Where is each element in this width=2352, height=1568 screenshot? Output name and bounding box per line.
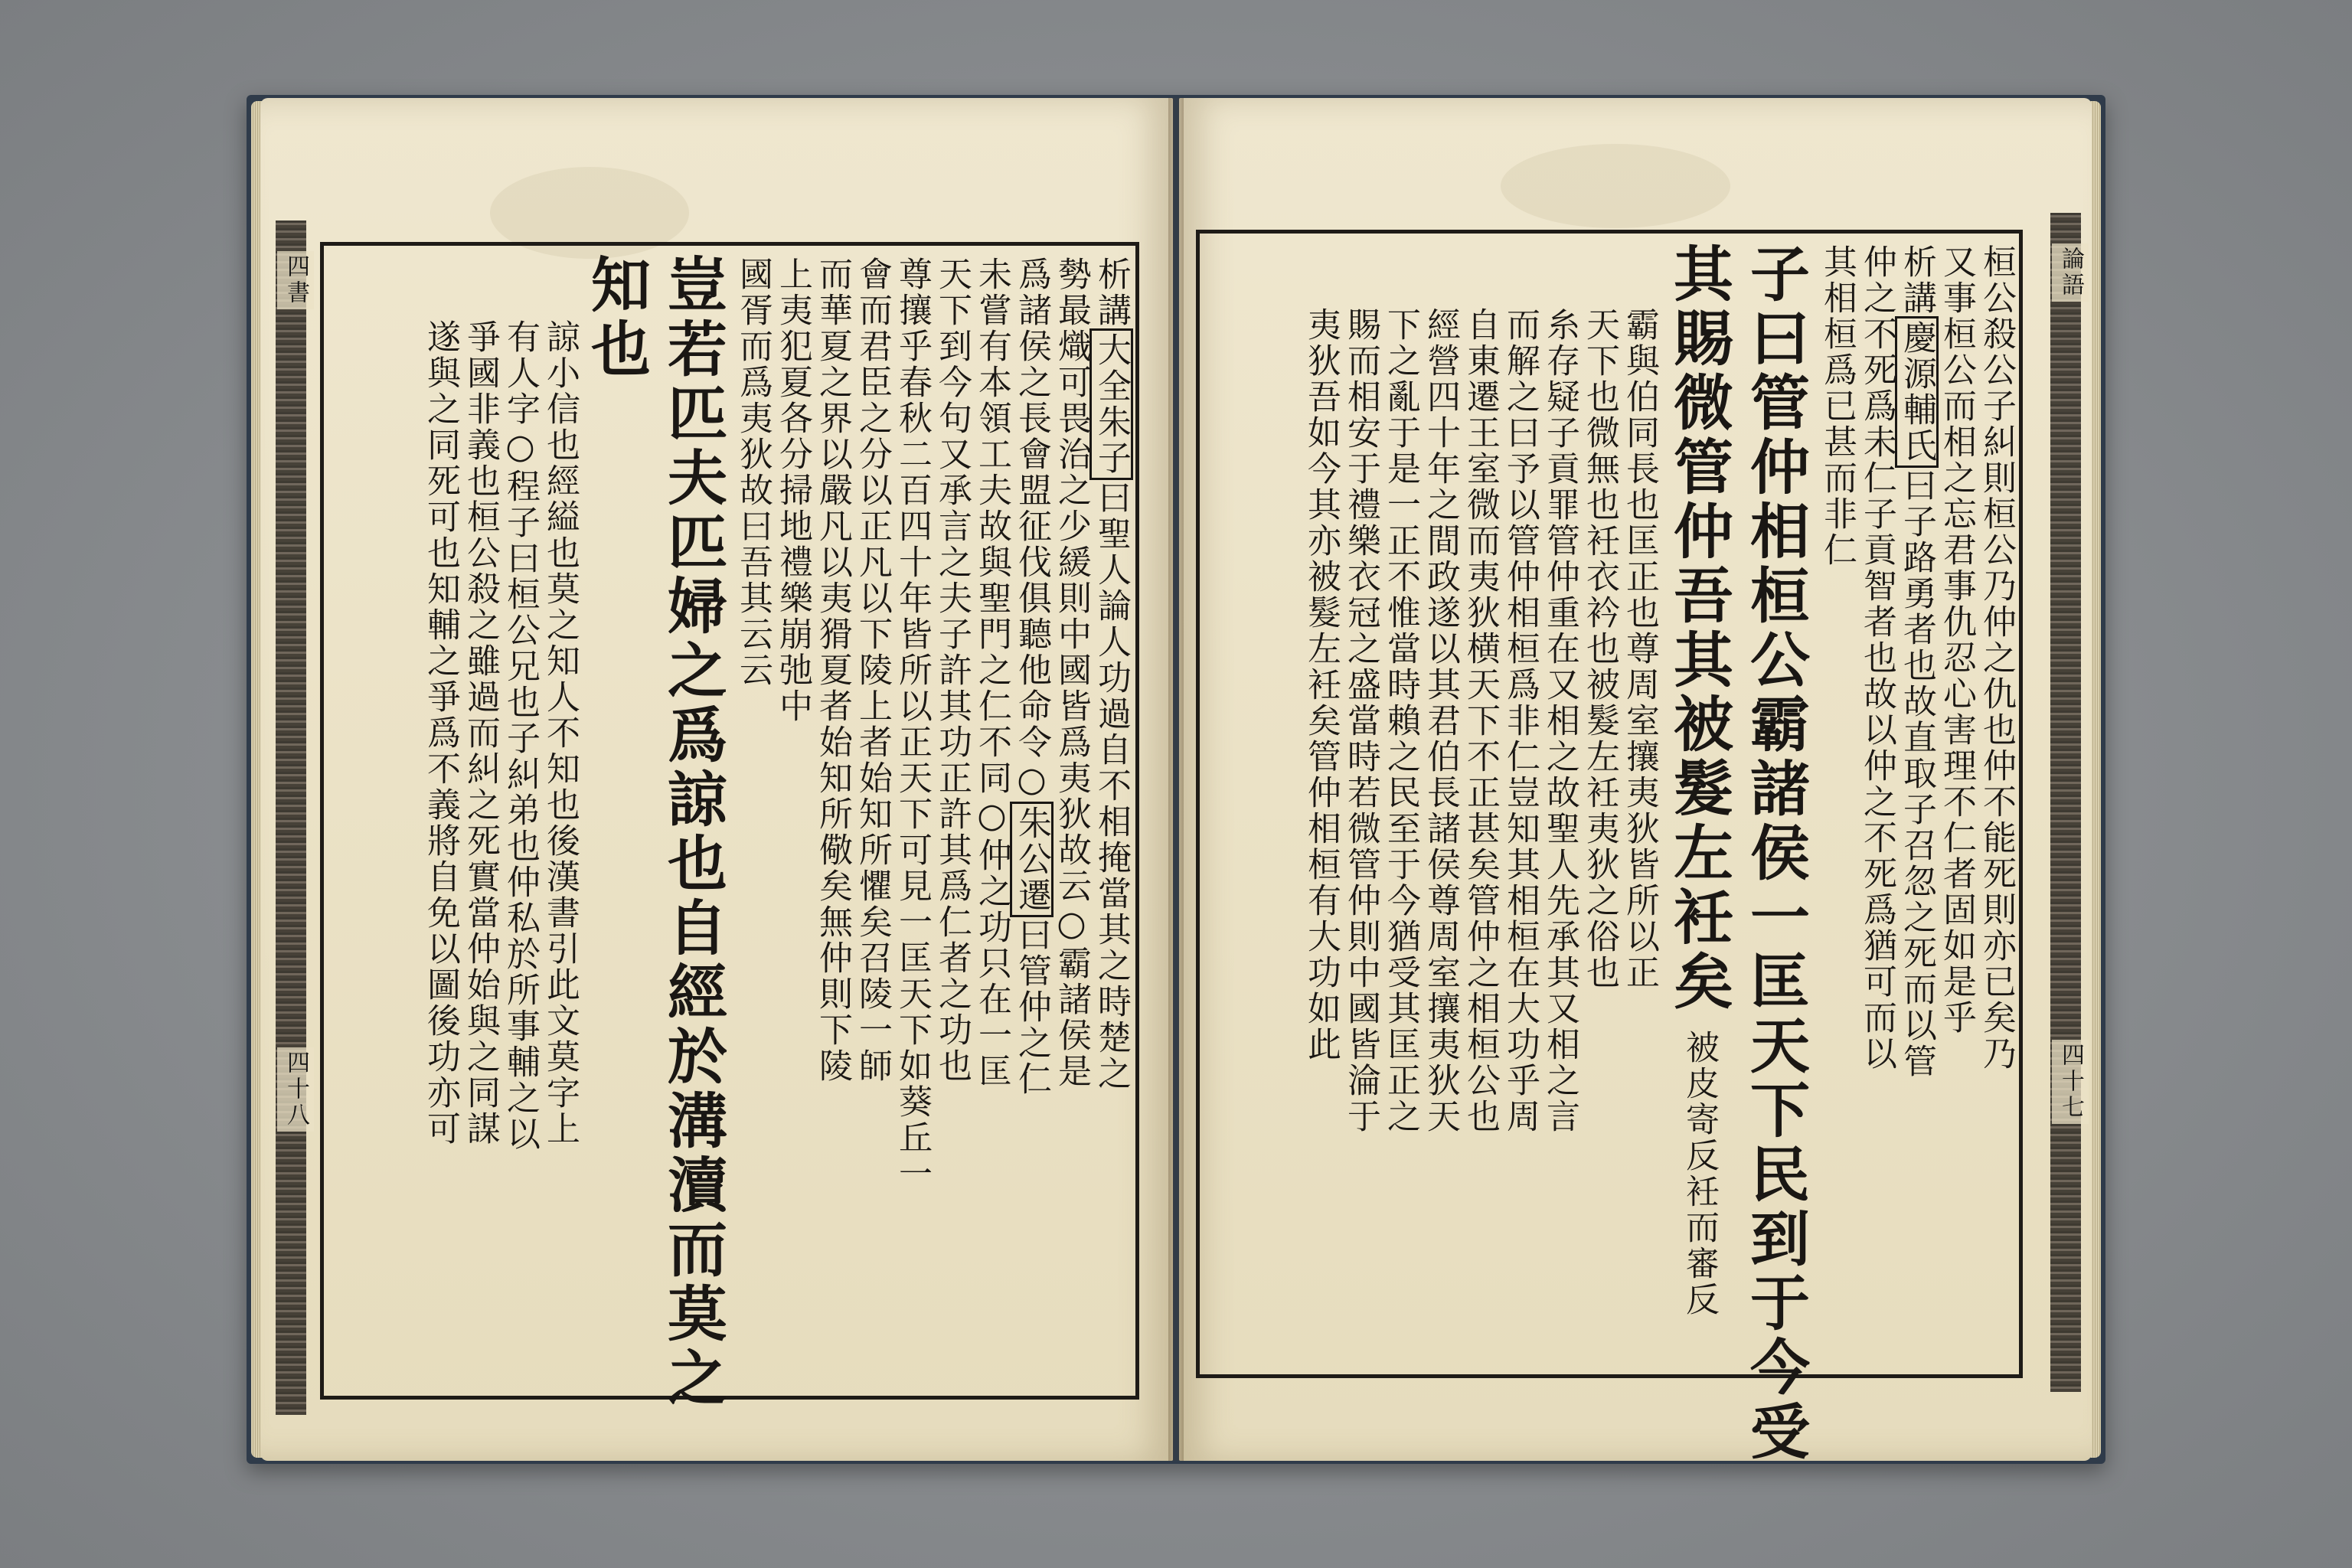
right-col-12: 下之亂于是一正不惟當時賴之民至于今猶受其匡正之 xyxy=(1381,307,1420,1135)
left-margin-label: 四書 xyxy=(277,251,314,309)
left-col-8: 而華夏之界以嚴凡以夷猾夏者始知所儆矣無仲則下陵 xyxy=(813,256,852,1084)
left-main-col-1: 豈若匹夫匹婦之爲諒也自經於溝瀆而莫之 xyxy=(658,253,727,1411)
right-col-8: 糸存疑子貢罪管仲重在又相之故聖人先承其又相之言 xyxy=(1540,307,1579,1135)
right-margin-column xyxy=(2050,213,2081,1392)
right-annotation: 被皮寄反衽而審反 xyxy=(1680,1030,1719,1318)
left-page xyxy=(260,98,1173,1461)
open-book xyxy=(247,90,2105,1468)
left-margin-column xyxy=(276,220,306,1415)
paper-stain xyxy=(1501,144,1730,228)
commentary-head: 析講 xyxy=(1897,244,1936,316)
right-page-number: 四十七 xyxy=(2052,1040,2089,1124)
left-col-4: 未嘗有本領工夫故與聖門之仁不同○仲之功只在一匡 xyxy=(972,256,1011,1089)
left-col-14: 遂與之同死可也知輔之爭爲不義將自免以圖後功亦可 xyxy=(421,319,460,1147)
right-col-5: 其相桓爲已甚而非仁 xyxy=(1818,244,1857,568)
right-col-13: 賜而相安于禮樂衣冠之盛當時若微管仲則中國皆淪于 xyxy=(1341,307,1380,1135)
left-col-11: 諒小信也經縊也莫之知人不知也後漢書引此文莫字上 xyxy=(541,319,580,1147)
left-page-number: 四十八 xyxy=(277,1047,314,1132)
boxed-source-label: 大全朱子 xyxy=(1089,328,1133,480)
left-col-1 xyxy=(1092,256,1131,1092)
left-main-col-2: 知也 xyxy=(581,253,651,382)
left-col-7: 會而君臣之分以正凡以下陵上者始知所懼矣召陵一師 xyxy=(853,256,892,1084)
right-col-2: 又事桓公而相之忘君事仇忍心害理不仁者固如是乎 xyxy=(1937,244,1976,1036)
commentary-text: 爲諸侯之長會盟征伐俱聽他命令○ xyxy=(1012,256,1051,802)
left-col-13: 爭國非義也桓公殺之雖過而糾之死實當仲始與之同謀 xyxy=(461,319,500,1147)
commentary-text: 曰聖人論人功過自不相掩當其之時楚之 xyxy=(1092,480,1131,1092)
right-main-col-1: 子曰管仲相桓公霸諸侯一匡天下民到于今受 xyxy=(1740,243,1810,1465)
left-col-3 xyxy=(1012,256,1051,1097)
left-col-2: 勢最熾可畏治之少緩則中國皆爲夷狄故云○霸諸侯是 xyxy=(1052,256,1091,1089)
right-col-14: 夷狄吾如今其亦被髮左衽矣管仲相桓有大功如此 xyxy=(1302,307,1341,1063)
left-text-frame xyxy=(320,242,1139,1411)
commentary-text: 曰管仲之仁 xyxy=(1012,917,1051,1097)
left-col-9: 上夷犯夏各分掃地禮樂崩弛中 xyxy=(773,256,812,724)
boxed-source-label: 慶源輔氏 xyxy=(1895,316,1939,468)
left-col-12: 有人字○程子曰桓公兄也子糾弟也仲私於所事輔之以 xyxy=(501,319,540,1152)
book-gutter xyxy=(1168,98,1184,1461)
right-text-frame xyxy=(1196,230,2023,1465)
commentary-text: 曰子路勇者也故直取子召忽之死而以管 xyxy=(1897,468,1936,1080)
right-col-11: 經營四十年之間政遂以其君伯長諸侯尊周室攘夷狄天 xyxy=(1421,307,1460,1135)
commentary-head: 析講 xyxy=(1092,256,1131,328)
left-col-10: 國胥而爲夷狄故曰吾其云云 xyxy=(733,256,773,688)
right-margin-label: 論語 xyxy=(2052,243,2089,302)
right-col-1: 桓公殺公子糾則桓公乃仲之仇也仲不能死則亦已矣乃 xyxy=(1977,244,2016,1072)
boxed-source-label: 朱公遷 xyxy=(1010,802,1054,917)
right-col-7: 天下也微無也衽衣衿也被髮左衽夷狄之俗也 xyxy=(1580,307,1619,991)
right-col-6: 霸與伯同長也匡正也尊周室攘夷狄皆所以正 xyxy=(1620,307,1659,991)
right-col-10: 自東遷王室微而夷狄横天下不正甚矣管仲之相桓公也 xyxy=(1461,307,1500,1135)
right-col-9: 而解之曰予以管仲相桓爲非仁豈知其相桓在大功乎周 xyxy=(1501,307,1540,1135)
right-main-col-2: 其賜微管仲吾其被髮左衽矣 xyxy=(1664,243,1733,1014)
right-col-3 xyxy=(1897,244,1936,1080)
left-col-5: 天下到今句又承言之夫子許其功正許其爲仁者之功也 xyxy=(933,256,972,1084)
left-col-6: 尊攘乎春秋二百四十年皆所以正天下可見一匡天下如葵丘一 xyxy=(893,256,932,1192)
right-col-4: 仲之不死爲未仁子貢智者也故以仲之不死爲猶可而以 xyxy=(1857,244,1896,1072)
